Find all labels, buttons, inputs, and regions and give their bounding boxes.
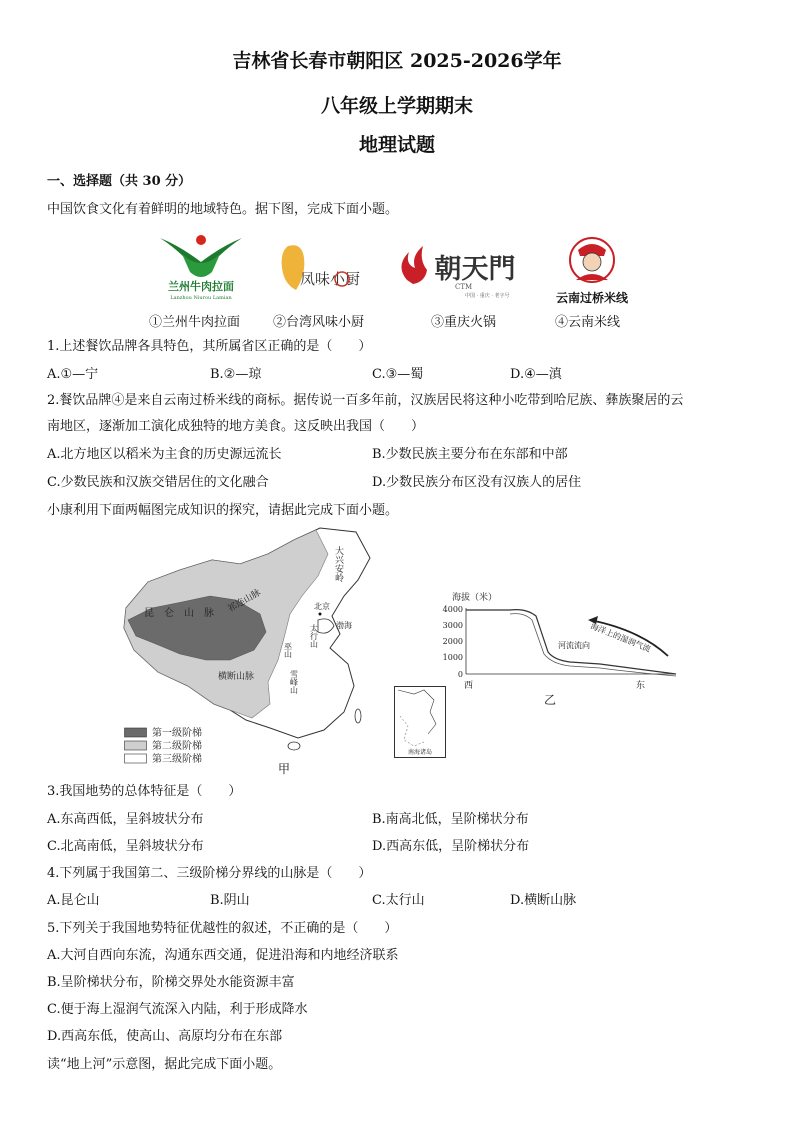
q3-option-d: D.西高东低，呈阶梯状分布: [372, 839, 530, 854]
q2-option-a: A.北方地区以稻米为主食的历史源远流长: [47, 447, 282, 462]
intro-text-3: 读“地上河”示意图，据此完成下面小题。: [47, 1057, 282, 1072]
q1-stem: 1.上述餐饮品牌各具特色，其所属省区正确的是（ ）: [47, 339, 372, 354]
q5-option-b: B.呈阶梯状分布，阶梯交界处水能资源丰富: [47, 975, 295, 990]
q4-option-b: B.阴山: [210, 893, 250, 908]
legend-step-2: 第二级阶梯: [152, 741, 202, 752]
label-daxinganling: 大兴安岭: [333, 546, 343, 582]
logo-caption-2: ②台湾风味小厨: [273, 315, 365, 330]
profile-east: 东: [636, 681, 646, 691]
profile-ytick-0: 0: [457, 670, 463, 679]
q5-option-a: A.大河自西向东流，沟通东西交通，促进沿海和内地经济联系: [47, 948, 399, 963]
profile-ylabel: 海拔（米）: [452, 593, 498, 603]
q5-option-c: C.便于海上湿润气流深入内陆，利于形成降水: [47, 1002, 308, 1017]
label-taihang: 太行山: [309, 624, 319, 648]
q2-stem-line-1: 2.餐饮品牌④是来自云南过桥米线的商标。据传说一百多年前，汉族居民将这种小吃带到哈尼族、彝族聚居的云: [47, 393, 684, 408]
q5-option-d: D.西高东低，使高山、高原均分布在东部: [47, 1029, 283, 1044]
map-legend: [124, 727, 224, 767]
profile-ytick-1000: 1000: [442, 653, 463, 662]
profile-ytick-4000: 4000: [442, 605, 463, 614]
q5-stem: 5.下列关于我国地势特征优越性的叙述，不正确的是（ ）: [47, 921, 398, 936]
q3-option-c: C.北高南低，呈斜坡状分布: [47, 839, 204, 854]
profile-ytick-3000: 3000: [442, 621, 463, 630]
south-china-sea-inset: [394, 686, 446, 758]
title-line-3: 地理试题: [358, 134, 435, 156]
intro-text-1: 中国饮食文化有着鲜明的地域特色。据下图，完成下面小题。: [47, 202, 399, 217]
legend-step-1: 第一级阶梯: [152, 728, 202, 739]
q3-option-a: A.东高西低，呈斜坡状分布: [47, 812, 204, 827]
label-bohai: 渤海: [336, 621, 352, 630]
label-qilian: 祁连山脉: [226, 587, 263, 615]
q2-option-b: B.少数民族主要分布在东部和中部: [372, 447, 568, 462]
intro-text-2: 小康利用下面两幅图完成知识的探究，请据此完成下面小题。: [47, 503, 399, 518]
q4-option-c: C.太行山: [372, 893, 425, 908]
profile-ytick-2000: 2000: [442, 637, 463, 646]
profile-wind-label: 海洋上的湿润气流: [589, 621, 652, 654]
title-line-2: 八年级上学期期末: [320, 95, 473, 117]
logo3-subtext: 中国 · 重庆 · 老字号: [465, 293, 510, 298]
logo1-text: 兰州牛肉拉面: [168, 280, 234, 293]
q1-option-b: B.②—琼: [210, 367, 262, 382]
q1-option-a: A.①—宁: [47, 367, 99, 382]
profile-west: 西: [464, 681, 474, 691]
profile-caption-yi: 乙: [544, 693, 557, 707]
q1-option-d: D.④—滇: [510, 367, 562, 382]
q3-stem: 3.我国地势的总体特征是（ ）: [47, 784, 242, 799]
logo3-text: 朝天門: [434, 254, 516, 285]
legend-step-3: 第三级阶梯: [152, 754, 202, 765]
q1-option-c: C.③—蜀: [372, 367, 424, 382]
label-kunlun: 昆 仑 山 脉: [144, 608, 214, 619]
logo-caption-1: ①兰州牛肉拉面: [149, 315, 241, 330]
map-caption-jia: 甲: [278, 762, 291, 776]
q4-option-d: D.横断山脉: [510, 893, 577, 908]
logo-lanzhou-lamian: [152, 232, 250, 302]
logo2-text: 凤味小厨: [299, 270, 361, 288]
logo1-subtext: Lanzhou Niurou Lamian: [170, 295, 232, 301]
q2-option-c: C.少数民族和汉族交错居住的文化融合: [47, 475, 269, 490]
label-hengduan: 横断山脉: [218, 672, 255, 682]
logo3-ctm: CTM: [455, 283, 473, 291]
logo-taiwan-kitchen: [268, 240, 378, 300]
q3-option-b: B.南高北低，呈阶梯状分布: [372, 812, 529, 827]
label-xuefeng: 雪峰山: [289, 670, 299, 694]
q4-option-a: A.昆仑山: [47, 893, 100, 908]
section-heading: 一、选择题（共 30 分）: [47, 174, 192, 189]
title-line-1: 吉林省长春市朝阳区 2025-2026学年: [232, 50, 562, 72]
logo4-text: 云南过桥米线: [555, 291, 629, 305]
profile-river-label: 河流流向: [558, 641, 590, 650]
logo-yunnan-mixian: [540, 236, 644, 306]
q2-option-d: D.少数民族分布区没有汉族人的居住: [372, 475, 582, 490]
logo-chaotianmen: [393, 238, 525, 298]
logo-caption-3: ③重庆火锅: [431, 315, 497, 330]
terrain-profile-chart: [440, 590, 680, 710]
q2-stem-line-2: 南地区，逐渐加工演化成独特的地方美食。这反映出我国（ ）: [47, 419, 425, 434]
label-wushan: 巫山: [283, 642, 293, 658]
label-beijing: 北京: [314, 602, 330, 611]
q4-stem: 4.下列属于我国第二、三级阶梯分界线的山脉是（ ）: [47, 866, 372, 881]
label-nanhai: 南海诸岛: [407, 749, 433, 756]
logo-caption-4: ④云南米线: [555, 315, 621, 330]
